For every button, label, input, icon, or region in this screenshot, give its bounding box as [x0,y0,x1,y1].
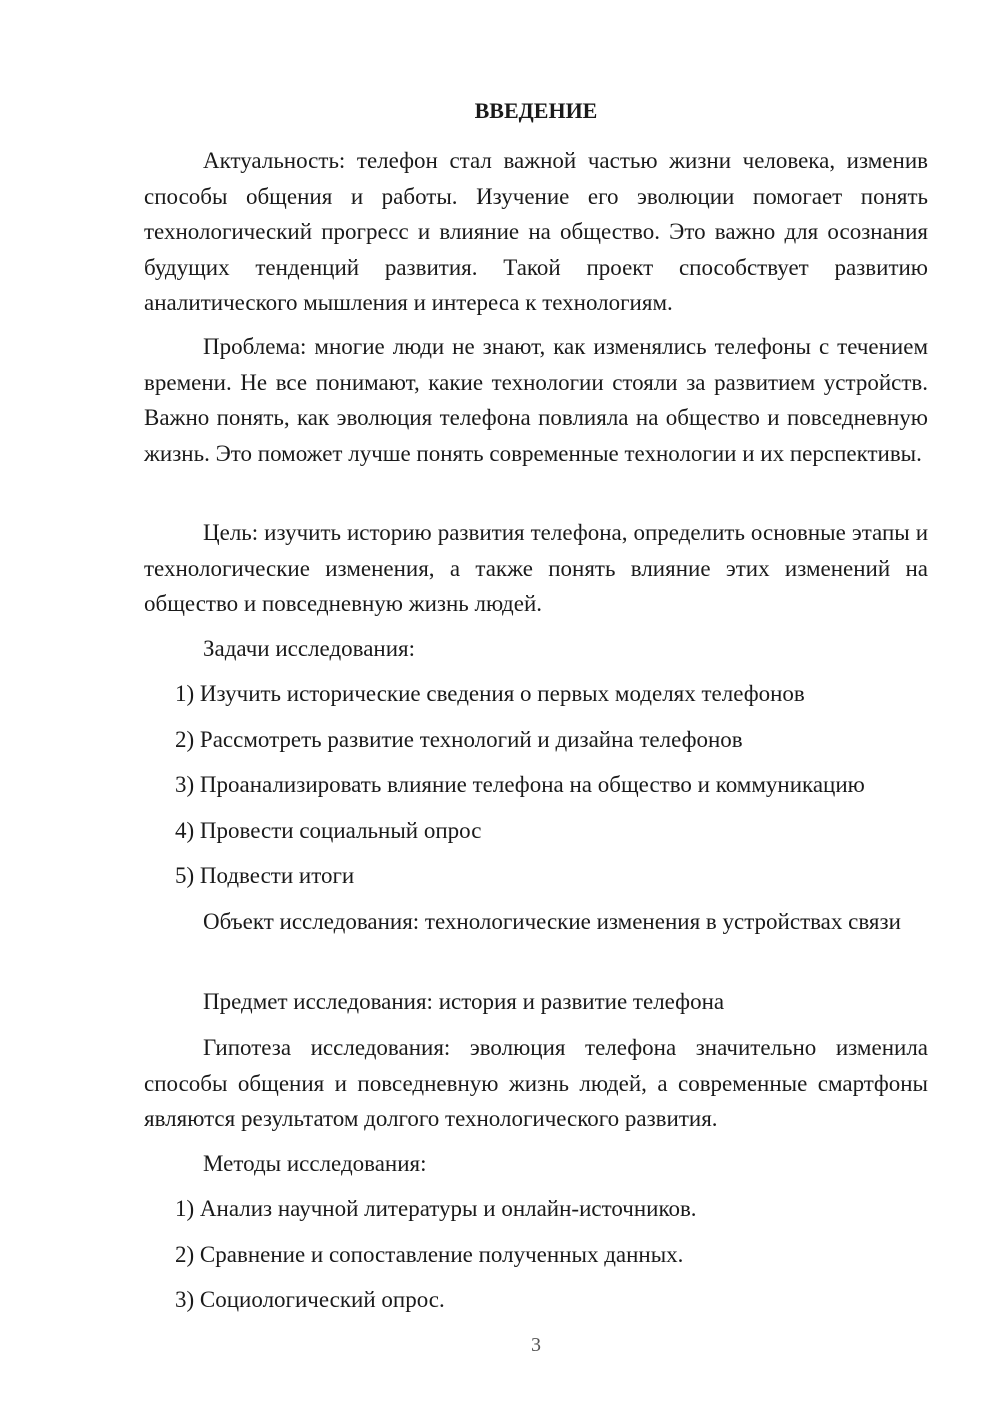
page-title: ВВЕДЕНИЕ [474,98,598,123]
relevance-paragraph: Актуальность: телефон стал важной частью жизни человека, изменив способы общения и работы. Изучение его эволюции помогает понять технологический прогресс и влияние на общество. Это важно для осознания будущих тенденций развития. Такой проект способствует развитию аналитического мышления и интереса к технологиям. [144,148,928,315]
task-item: 4) Провести социальный опрос [175,818,482,843]
task-item: 1) Изучить исторические сведения о первых моделях телефонов [175,681,805,706]
methods-heading: Методы исследования: [203,1151,427,1176]
hypothesis-paragraph: Гипотеза исследования: эволюция телефона значительно изменила способы общения и повседневную жизнь людей, а современные смартфоны являются результатом долгого технологического развития. [144,1035,928,1131]
subject-paragraph: Предмет исследования: история и развитие телефона [203,989,725,1014]
method-item: 1) Анализ научной литературы и онлайн-источников. [175,1196,697,1221]
task-item: 5) Подвести итоги [175,863,355,888]
problem-paragraph: Проблема: многие люди не знают, как изменялись телефоны с течением времени. Не все понимают, какие технологии стояли за развитием устройств. Важно понять, как эволюция телефона повлияла на общество и повседневную жизнь. Это поможет лучше понять современные технологии и их перспективы. [144,334,928,466]
object-paragraph: Объект исследования: технологические изменения в устройствах связи [203,909,901,934]
method-item: 2) Сравнение и сопоставление полученных данных. [175,1242,684,1267]
page-number: 3 [531,1334,541,1356]
goal-paragraph: Цель: изучить историю развития телефона, определить основные этапы и технологические изменения, а также понять влияние этих изменений на общество и повседневную жизнь людей. [144,520,928,616]
method-item: 3) Социологический опрос. [175,1287,445,1312]
task-item: 3) Проанализировать влияние телефона на общество и коммуникацию [175,772,865,797]
tasks-heading: Задачи исследования: [203,636,416,661]
task-item: 2) Рассмотреть развитие технологий и дизайна телефонов [175,727,743,752]
